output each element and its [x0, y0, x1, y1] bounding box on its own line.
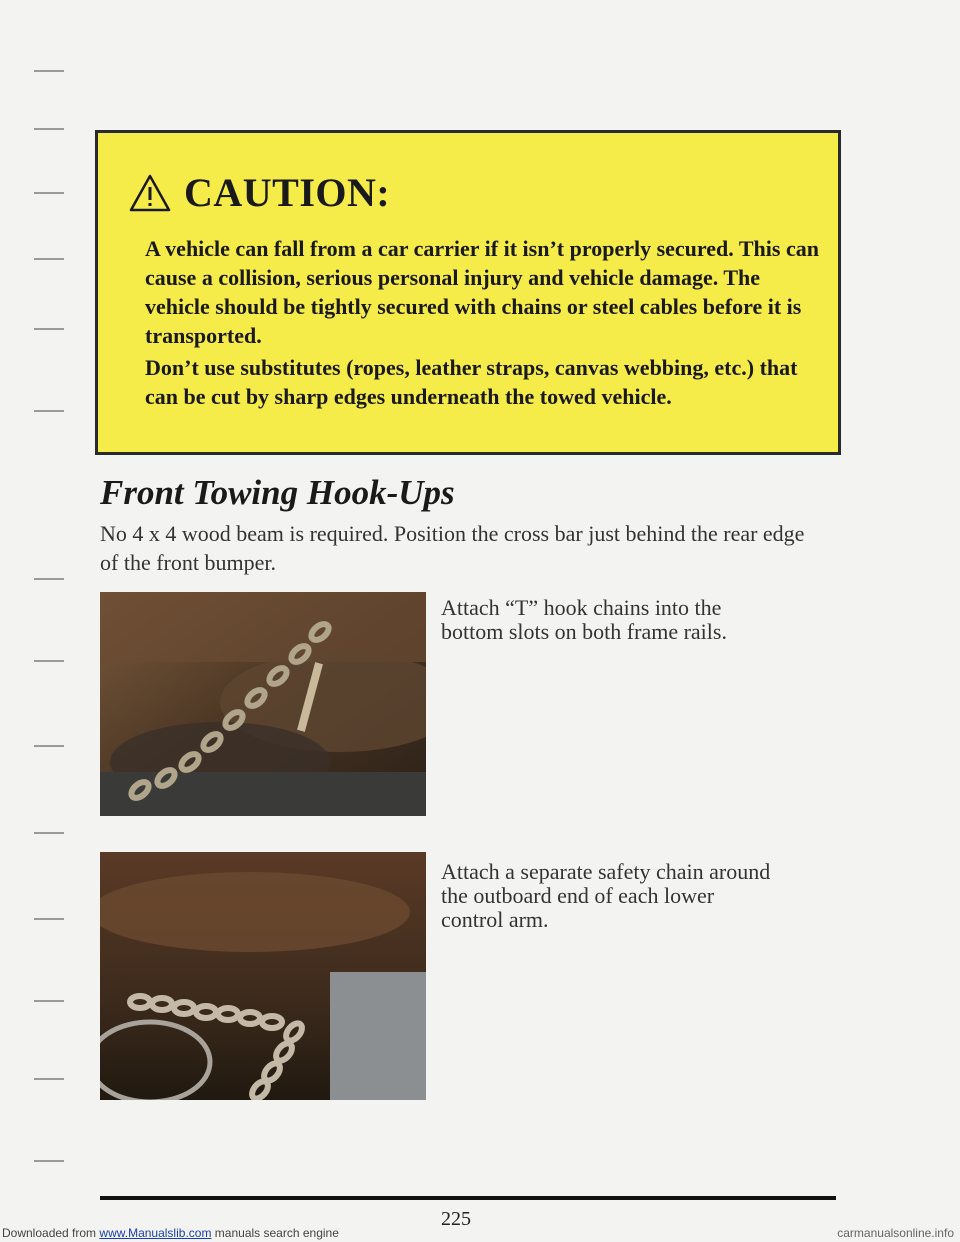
- margin-tick: [34, 258, 64, 260]
- margin-tick: [34, 832, 64, 834]
- warning-triangle-icon: [128, 173, 172, 213]
- download-note: [2, 1226, 339, 1240]
- margin-tick: [34, 192, 64, 194]
- photo-t-hook-chains: [100, 592, 426, 816]
- margin-tick: [34, 918, 64, 920]
- manualslib-link[interactable]: www.Manualslib.com: [99, 1226, 212, 1240]
- caution-title: CAUTION:: [184, 170, 391, 215]
- margin-tick: [34, 128, 64, 130]
- caution-header: [128, 169, 390, 216]
- watermark: carmanualsonline.info: [837, 1226, 954, 1240]
- margin-tick: [34, 410, 64, 412]
- page-number: 225: [441, 1208, 471, 1230]
- margin-tick: [34, 578, 64, 580]
- margin-tick: [34, 660, 64, 662]
- section-title: Front Towing Hook-Ups: [100, 473, 455, 512]
- section-intro: No 4 x 4 wood beam is required. Position the cross bar just behind the rear edge of the front bumper.: [100, 521, 805, 575]
- caution-box: [95, 130, 841, 455]
- margin-tick: [34, 1000, 64, 1002]
- margin-tick: [34, 1160, 64, 1162]
- margin-tick: [34, 745, 64, 747]
- margin-tick: [34, 70, 64, 72]
- figure-caption: Attach “T” hook chains into the bottom slots on both frame rails.: [441, 595, 727, 644]
- download-suffix: manuals search engine: [214, 1226, 339, 1240]
- caution-paragraph: Don’t use substitutes (ropes, leather straps, canvas webbing, etc.) that can be cut by sharp edges underneath the towed vehicle.: [145, 355, 798, 409]
- footer-rule: [100, 1196, 836, 1200]
- figure-caption: Attach a separate safety chain around the outboard end of each lower control arm.: [441, 859, 771, 932]
- margin-tick: [34, 328, 64, 330]
- margin-tick: [34, 1078, 64, 1080]
- download-prefix: Downloaded from: [2, 1226, 97, 1240]
- caution-paragraph: A vehicle can fall from a car carrier if it isn’t properly secured. This can cause a collision, serious personal injury and vehicle damage. The vehicle should be tightly secured with chains or steel cables before it is transported.: [145, 236, 819, 348]
- photo-safety-chain: [100, 852, 426, 1100]
